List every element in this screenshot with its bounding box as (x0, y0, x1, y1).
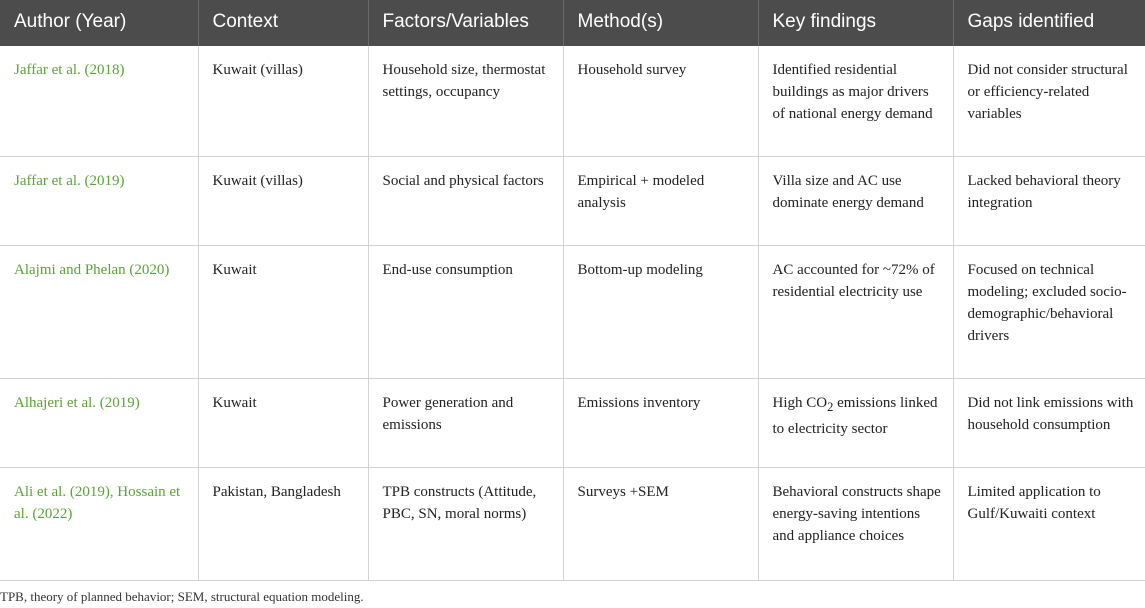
table-row (0, 156, 1145, 245)
gaps-cell: Did not link emissions with household consumption (953, 378, 1145, 467)
factors-cell: Power generation and emissions (368, 378, 563, 467)
table-row (0, 46, 1145, 156)
header-author-year: Author (Year) (14, 11, 127, 32)
findings-cell (758, 467, 953, 580)
table-header-row (0, 0, 1145, 46)
findings-text: AC accounted for ~72% of residential electricity use (772, 261, 935, 300)
gaps-cell: Lacked behavioral theory integration (953, 156, 1145, 245)
header-gaps: Gaps identified (953, 0, 1145, 46)
header-key-findings: Key findings (758, 0, 953, 46)
findings-text: Identified residential buildings as major drivers of national energy demand (772, 62, 933, 122)
header-methods: Method(s) (563, 0, 758, 46)
table-row (0, 245, 1145, 378)
gaps-cell: Did not consider structural or efficiency-related variables (953, 46, 1145, 156)
table-footnote: TPB, theory of planned behavior; SEM, structural equation modeling. (0, 589, 364, 604)
author-link[interactable]: Alajmi and Phelan (2020) (0, 245, 198, 378)
findings-text-cont: emissions linked to electricity sector (772, 394, 938, 437)
author-link[interactable]: Jaffar et al. (2018) (0, 46, 198, 156)
gaps-cell: Focused on technical modeling; excluded socio-demographic/behavioral drivers (953, 245, 1145, 378)
gaps-cell: Limited application to Gulf/Kuwaiti context (953, 467, 1145, 580)
header-factors: Factors/Variables (368, 0, 563, 46)
findings-cell (758, 378, 953, 467)
context-cell: Kuwait (198, 378, 368, 467)
table-row (0, 378, 1145, 467)
author-link[interactable]: Ali et al. (2019), Hossain et al. (2022) (0, 467, 198, 580)
context-cell: Pakistan, Bangladesh (198, 467, 368, 580)
findings-cell (758, 245, 953, 378)
method-cell: Household survey (563, 46, 758, 156)
factors-cell: Household size, thermostat settings, occupancy (368, 46, 563, 156)
method-cell: Surveys +SEM (563, 467, 758, 580)
factors-cell: End-use consumption (368, 245, 563, 378)
findings-subscript: 2 (827, 399, 834, 414)
table-row (0, 467, 1145, 580)
context-cell: Kuwait (198, 245, 368, 378)
author-link[interactable]: Alhajeri et al. (2019) (0, 378, 198, 467)
findings-text: Villa size and AC use dominate energy demand (772, 172, 924, 211)
context-cell: Kuwait (villas) (198, 46, 368, 156)
context-cell: Kuwait (villas) (198, 156, 368, 245)
factors-cell: TPB constructs (Attitude, PBC, SN, moral norms) (368, 467, 563, 580)
findings-cell (758, 46, 953, 156)
factors-cell: Social and physical factors (368, 156, 563, 245)
author-link[interactable]: Jaffar et al. (2019) (0, 156, 198, 245)
findings-cell (758, 156, 953, 245)
header-context: Context (198, 0, 368, 46)
findings-text: Behavioral constructs shape energy-saving intentions and appliance choices (772, 483, 941, 544)
method-cell: Empirical + modeled analysis (563, 156, 758, 245)
method-cell: Emissions inventory (563, 378, 758, 467)
findings-text: High CO (772, 394, 828, 411)
method-cell: Bottom-up modeling (563, 245, 758, 378)
